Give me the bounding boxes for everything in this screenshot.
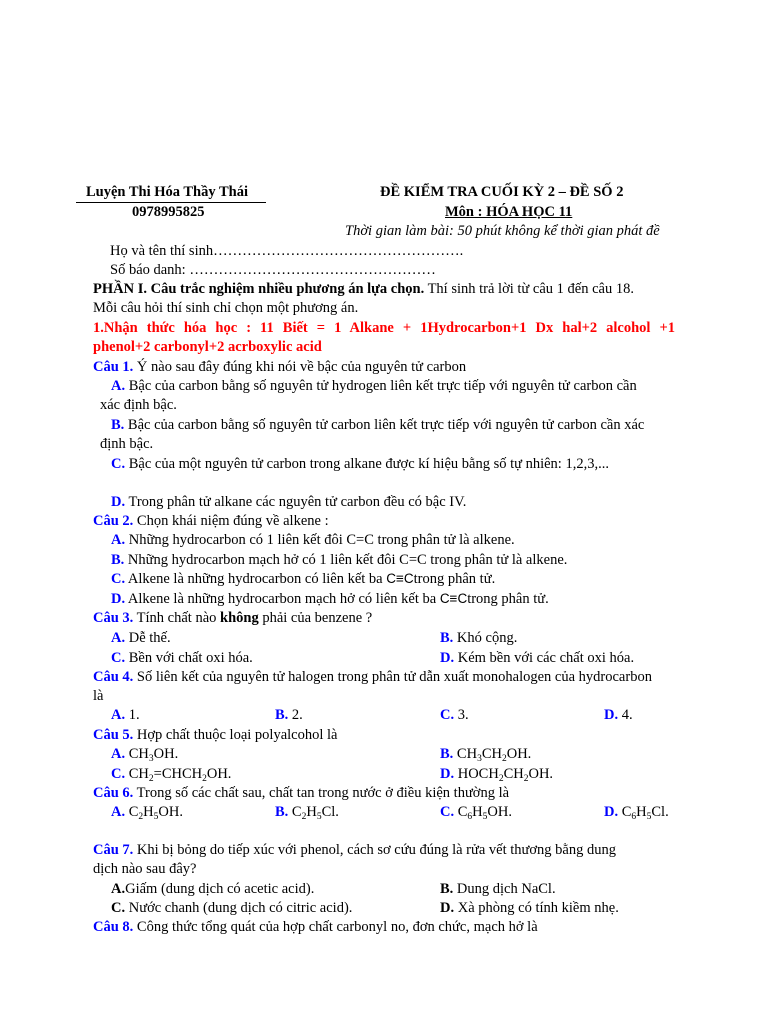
q7-letter-a: A. bbox=[111, 881, 126, 897]
q3-a-text: Dễ thế. bbox=[125, 630, 171, 646]
q1-text: Ý nào sau đây đúng khi nói về bậc của nguyên tử carbon bbox=[133, 359, 467, 375]
q2-option-b[interactable] bbox=[111, 552, 567, 569]
q3-letter-a: A. bbox=[111, 630, 126, 646]
q6-letter-c: C. bbox=[440, 804, 455, 820]
subject: Môn : HÓA HỌC 11 bbox=[445, 204, 573, 220]
q5-option-a[interactable] bbox=[111, 746, 178, 763]
q4-a-text: 1. bbox=[125, 707, 140, 723]
q3-option-a[interactable] bbox=[111, 630, 171, 647]
q6-a-text: $C_2H_5OH$. bbox=[125, 804, 183, 822]
q3-b-text: Khó cộng. bbox=[453, 630, 518, 646]
q1-option-a[interactable] bbox=[111, 378, 637, 395]
q3-letter-c: C. bbox=[111, 650, 126, 666]
q5-c-text: $CH_2=CHCH_2OH$. bbox=[125, 766, 232, 784]
q1-c-text: Bậc của một nguyên tử carbon trong alkane được kí hiệu bằng số tự nhiên: 1,2,3,... bbox=[125, 456, 609, 472]
q5-option-c[interactable] bbox=[111, 766, 231, 783]
q6-d-text: $C_6H_5Cl$. bbox=[618, 804, 669, 822]
q2-d-triple-bond: C≡C bbox=[439, 591, 468, 606]
q3-label: Câu 3. bbox=[93, 610, 134, 626]
q5-a-text: $CH_3OH$. bbox=[125, 746, 179, 764]
q8-text: Công thức tổng quát của hợp chất carbonyl no, đơn chức, mạch hở là bbox=[133, 919, 538, 935]
q1-b-text: Bậc của carbon bằng số nguyên tử carbon liên kết trực tiếp với nguyên tử carbon cần xác bbox=[124, 417, 645, 433]
student-id-line: Số báo danh: …………………………………………… bbox=[110, 262, 436, 278]
q2-c-text: Alkene là những hydrocarbon có liên kết ba bbox=[125, 571, 387, 587]
question-7 bbox=[93, 842, 616, 859]
q2-c-text-end: trong phân tử. bbox=[413, 571, 496, 587]
q7-letter-b: B. bbox=[440, 881, 454, 897]
q2-option-c[interactable] bbox=[111, 571, 495, 588]
q6-letter-b: B. bbox=[275, 804, 289, 820]
q5-d-text: $HOCH_2CH_2OH$. bbox=[454, 766, 554, 784]
q3-c-text: Bền với chất oxi hóa. bbox=[125, 650, 253, 666]
q1-option-a-cont: xác định bậc. bbox=[100, 397, 177, 413]
q1-option-d[interactable] bbox=[111, 494, 466, 511]
q1-letter-d: D. bbox=[111, 494, 126, 510]
q7-label: Câu 7. bbox=[93, 842, 134, 858]
q7-option-a[interactable] bbox=[111, 881, 314, 898]
q2-option-a[interactable] bbox=[111, 532, 515, 549]
q5-text: Hợp chất thuộc loại polyalcohol là bbox=[133, 727, 338, 743]
q4-option-b[interactable] bbox=[275, 707, 303, 724]
header-divider bbox=[76, 202, 266, 203]
q3-letter-b: B. bbox=[440, 630, 454, 646]
q7-option-b[interactable] bbox=[440, 881, 556, 898]
q5-b-text: $CH_3CH_2OH$. bbox=[453, 746, 532, 764]
section-heading-line2: phenol+2 carbonyl+2 acrboxylic acid bbox=[93, 339, 322, 355]
q3-text-pre: Tính chất nào bbox=[133, 610, 221, 626]
q1-d-text: Trong phân tử alkane các nguyên tử carbon đều có bậc IV. bbox=[125, 494, 467, 510]
q4-c-text: 3. bbox=[454, 707, 469, 723]
q3-text-post: phải của benzene ? bbox=[258, 610, 373, 626]
question-4 bbox=[93, 669, 652, 686]
q6-option-d[interactable] bbox=[604, 804, 669, 821]
q5-option-b[interactable] bbox=[440, 746, 531, 763]
q6-text: Trong số các chất sau, chất tan trong nước ở điều kiện thường là bbox=[133, 785, 510, 801]
q3-option-d[interactable] bbox=[440, 650, 634, 667]
part1-instr-a: Thí sinh trả lời từ câu 1 đến câu 18. bbox=[424, 281, 634, 297]
q7-a-text: Giấm (dung dịch có acetic acid). bbox=[125, 881, 315, 897]
school-name: Luyện Thi Hóa Thầy Thái bbox=[86, 184, 248, 200]
q5-option-d[interactable] bbox=[440, 766, 553, 783]
q6-c-text: $C_6H_5OH$. bbox=[454, 804, 512, 822]
q7-text-cont: dịch nào sau đây? bbox=[93, 861, 197, 877]
q1-label: Câu 1. bbox=[93, 359, 134, 375]
q6-option-b[interactable] bbox=[275, 804, 339, 821]
q6-option-a[interactable] bbox=[111, 804, 183, 821]
subject-line bbox=[445, 204, 572, 221]
q3-text-bold: không bbox=[220, 610, 259, 626]
time-note: Thời gian làm bài: 50 phút không kể thời gian phát đề bbox=[345, 223, 660, 239]
q4-b-text: 2. bbox=[288, 707, 303, 723]
part1-title: PHẦN I. Câu trắc nghiệm nhiều phương án lựa chọn. bbox=[93, 281, 425, 297]
q5-label: Câu 5. bbox=[93, 727, 134, 743]
q5-letter-c: C. bbox=[111, 766, 126, 782]
q2-letter-b: B. bbox=[111, 552, 125, 568]
q2-option-d[interactable] bbox=[111, 591, 549, 608]
q1-letter-c: C. bbox=[111, 456, 126, 472]
q5-letter-d: D. bbox=[440, 766, 455, 782]
q1-option-c[interactable] bbox=[111, 456, 609, 473]
q2-letter-c: C. bbox=[111, 571, 126, 587]
q4-letter-d: D. bbox=[604, 707, 619, 723]
q3-option-b[interactable] bbox=[440, 630, 517, 647]
q4-option-a[interactable] bbox=[111, 707, 140, 724]
phone-number: 0978995825 bbox=[132, 204, 205, 220]
q6-letter-a: A. bbox=[111, 804, 126, 820]
q6-b-text: $C_2H_5Cl$. bbox=[288, 804, 339, 822]
part1-instruction bbox=[93, 281, 634, 298]
q4-text-cont: là bbox=[93, 688, 104, 704]
q2-a-text: Những hydrocarbon có 1 liên kết đôi C=C trong phân tử là alkene. bbox=[125, 532, 515, 548]
question-1 bbox=[93, 359, 466, 376]
q2-b-text: Những hydrocarbon mạch hở có 1 liên kết đôi C=C trong phân tử là alkene. bbox=[124, 552, 568, 568]
q7-letter-d: D. bbox=[440, 900, 455, 916]
q7-option-c[interactable] bbox=[111, 900, 352, 917]
part1-instr-b: Mỗi câu hỏi thí sinh chỉ chọn một phương án. bbox=[93, 300, 359, 316]
q4-d-text: 4. bbox=[618, 707, 633, 723]
q7-text: Khi bị bỏng do tiếp xúc với phenol, cách sơ cứu đúng là rửa vết thương bằng dung bbox=[133, 842, 616, 858]
q6-letter-d: D. bbox=[604, 804, 619, 820]
q2-label: Câu 2. bbox=[93, 513, 134, 529]
q7-b-text: Dung dịch NaCl. bbox=[453, 881, 556, 897]
question-2 bbox=[93, 513, 329, 530]
question-5 bbox=[93, 727, 337, 744]
q6-label: Câu 6. bbox=[93, 785, 134, 801]
q7-option-d[interactable] bbox=[440, 900, 619, 917]
q2-letter-a: A. bbox=[111, 532, 126, 548]
q8-label: Câu 8. bbox=[93, 919, 134, 935]
q1-letter-b: B. bbox=[111, 417, 125, 433]
q1-a-text: Bậc của carbon bằng số nguyên tử hydrogen liên kết trực tiếp với nguyên tử carbon cần bbox=[125, 378, 637, 394]
q4-letter-b: B. bbox=[275, 707, 289, 723]
q3-d-text: Kém bền với các chất oxi hóa. bbox=[454, 650, 635, 666]
q2-text: Chọn khái niệm đúng về alkene : bbox=[133, 513, 329, 529]
exam-title: ĐỀ KIỂM TRA CUỐI KỲ 2 – ĐỀ SỐ 2 bbox=[380, 184, 624, 200]
question-6 bbox=[93, 785, 509, 802]
q3-letter-d: D. bbox=[440, 650, 455, 666]
q6-option-c[interactable] bbox=[440, 804, 512, 821]
q2-d-text-end: trong phân tử. bbox=[467, 591, 549, 607]
question-8 bbox=[93, 919, 538, 936]
q5-letter-a: A. bbox=[111, 746, 126, 762]
q4-letter-a: A. bbox=[111, 707, 126, 723]
q1-option-b[interactable] bbox=[111, 417, 644, 434]
q4-letter-c: C. bbox=[440, 707, 455, 723]
question-3 bbox=[93, 610, 372, 627]
q4-option-d[interactable] bbox=[604, 707, 633, 724]
q3-option-c[interactable] bbox=[111, 650, 253, 667]
q4-option-c[interactable] bbox=[440, 707, 469, 724]
q7-letter-c: C. bbox=[111, 900, 126, 916]
q4-label: Câu 4. bbox=[93, 669, 134, 685]
q7-c-text: Nước chanh (dung dịch có citric acid). bbox=[125, 900, 353, 916]
q1-option-b-cont: định bậc. bbox=[100, 436, 154, 452]
section-heading-line1: 1.Nhận thức hóa học : 11 Biết = 1 Alkane + 1Hydrocarbon+1 Dx hal+2 alcohol +1 bbox=[93, 320, 675, 336]
q2-c-triple-bond: C≡C bbox=[386, 571, 414, 586]
q7-d-text: Xà phòng có tính kiềm nhẹ. bbox=[454, 900, 619, 916]
student-name-line: Họ và tên thí sinh……………………………………………. bbox=[110, 243, 464, 259]
q4-text: Số liên kết của nguyên tử halogen trong phân tử dẫn xuất monohalogen của hydrocarbon bbox=[133, 669, 652, 685]
q2-d-text: Alkene là những hydrocarbon mạch hở có liên kết ba bbox=[125, 591, 440, 607]
q2-letter-d: D. bbox=[111, 591, 126, 607]
q1-letter-a: A. bbox=[111, 378, 126, 394]
q5-letter-b: B. bbox=[440, 746, 454, 762]
